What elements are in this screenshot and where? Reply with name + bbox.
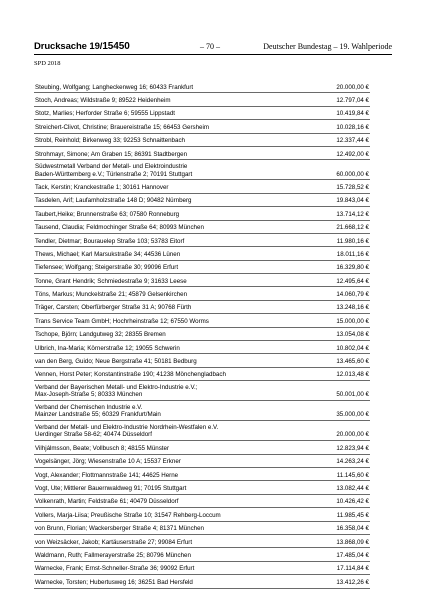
table-row [34,221,370,234]
donor-name: Vogt, Alexander; Flottmannstraße 141; 44625 Herne [35,471,179,479]
donation-amount: 21.668,12 € [336,224,369,232]
donation-amount: 14.060,79 € [336,291,369,299]
donation-amount: 12.013,48 € [336,371,369,379]
page-header [34,41,392,53]
table-row [34,548,370,561]
table-row [34,508,370,521]
donation-amount: 12.492,00 € [336,150,369,158]
donation-amount: 20.000,00 € [336,83,369,91]
donation-amount: 13.868,09 € [336,538,369,546]
donor-name: Volkenrath, Martin; Feldstraße 61; 40479 Düsseldorf [35,498,179,506]
donor-name: Vogelsänger, Jörg; Wiesenstraße 10 A; 15537 Erkner [35,458,181,466]
table-row [34,535,370,548]
donor-name: Töns, Markus; Munckelstraße 21; 45879 Gelsenkirchen [35,291,188,299]
table-row [34,401,370,421]
donor-name: Streichert-Clivot, Christine; Brauereistraße 15; 66453 Gersheim [35,123,210,131]
table-row [34,314,370,327]
table-row [34,107,370,120]
page-number: – 70 – [200,42,220,51]
donation-amount: 13.082,44 € [336,484,369,492]
donor-name: von Weizsäcker, Jakob; Kartäuserstraße 27; 99084 Erfurt [35,538,193,546]
donor-name: Taubert,Heike; Brunnenstraße 63; 07580 Ronneburg [35,210,180,218]
donor-name: Südwestmetall Verband der Metall- und Elektroindustrie Baden-Württemberg e.V.; Türlenstraße 2; 70191 Stuttgart [35,163,193,178]
table-row [34,354,370,367]
donation-amount: 14.263,24 € [336,458,369,466]
table-row [34,562,370,575]
donation-amount: 11.985,45 € [336,511,369,519]
table-row [34,301,370,314]
doc-number: 15450 [102,41,130,52]
donor-name: Steubing, Wolfgang; Langheckenweg 16; 60433 Frankfurt [35,83,194,91]
table-row [34,575,370,588]
table-row [34,120,370,133]
donor-name: Ulbrich, Ina-Maria; Körnerstraße 12; 19055 Schwerin [35,344,180,352]
donor-name: Stoch, Andreas; Wildstraße 9; 89522 Heidenheim [35,96,171,104]
donor-name: Vollers, Marja-Liisa; Preußische Straße 10; 31547 Rehberg-Loccum [35,511,221,519]
donation-amount: 12.337,44 € [336,137,369,145]
table-row [34,147,370,160]
donation-amount: 35.000,00 € [336,411,369,419]
table-row [34,441,370,454]
donor-name: Tausend, Claudia; Feldmochinger Straße 64; 80993 München [35,224,204,232]
donation-amount: 17.485,04 € [336,551,369,559]
donor-name: Vennen, Horst Peter; Konstantinstraße 190; 41238 Mönchengladbach [35,371,226,379]
donation-amount: 13.465,60 € [336,358,369,366]
doc-number-prefix: 19/ [89,41,103,52]
donor-name: Stotz, Marlies; Herforder Straße 6; 59555 Lippstadt [35,110,175,118]
donation-amount: 10.419,84 € [336,110,369,118]
table-row [34,274,370,287]
table-row [34,80,370,93]
table-row [34,368,370,381]
donor-name: Thews, Michael; Karl Marsukstraße 34; 44536 Lünen [35,250,181,258]
donor-name: von Brunn, Florian; Wackersberger Straße 4; 81371 München [35,525,204,533]
donation-amount: 15.000,00 € [336,317,369,325]
donation-amount: 10.028,16 € [336,123,369,131]
donation-amount: 10.802,04 € [336,344,369,352]
table-row [34,455,370,468]
donation-amount: 13.054,08 € [336,331,369,339]
donor-name: Strohmayr, Simone; Am Graben 15; 86391 Stadtbergen [35,150,188,158]
section-label: SPD 2018 [34,60,61,67]
parliament-label: Deutscher Bundestag – 19. Wahlperiode [263,42,392,51]
table-row [34,328,370,341]
table-row [34,234,370,247]
donation-amount: 50.001,00 € [336,391,369,399]
donation-amount: 17.114,84 € [336,565,369,573]
donation-amount: 13.714,12 € [336,210,369,218]
donation-amount: 16.358,04 € [336,525,369,533]
donation-amount: 16.329,80 € [336,264,369,272]
donor-name: Waldmann, Ruth; Fallmerayerstraße 25; 80796 München [35,551,191,559]
table-row [34,134,370,147]
donation-amount: 12.823,94 € [336,444,369,452]
donation-amount: 15.728,52 € [336,183,369,191]
table-row [34,180,370,193]
table-row [34,381,370,401]
donation-amount: 10.426,42 € [336,498,369,506]
donor-name: van den Berg, Guido; Neue Bergstraße 41; 50181 Bedburg [35,358,197,366]
table-row [34,261,370,274]
donor-name: Verband der Chemischen Industrie e.V. Mainzer Landstraße 55; 60329 Frankfurt/Main [35,404,161,419]
table-row [34,287,370,300]
donor-name: Warnecke, Frank; Ernst-Schneller-Straße 36; 99092 Erfurt [35,565,195,573]
donor-name: Verband der Metall- und Elektro-Industrie Nordrhein-Westfalen e.V. Uerdinger Straße 58-62; 40474 Düsseldorf [35,424,219,439]
donation-amount: 19.843,04 € [336,197,369,205]
donor-name: Tiefensee; Wolfgang; Steigerstraße 30; 99096 Erfurt [35,264,179,272]
donation-amount: 12.797,04 € [336,96,369,104]
table-row [34,341,370,354]
table-row [34,421,370,441]
table-row [34,495,370,508]
donation-amount: 12.495,64 € [336,277,369,285]
donor-name: Strobl, Reinhold; Birkenweg 33; 92253 Schnaittenbach [35,137,185,145]
doc-label: Drucksache [34,41,87,52]
donor-name: Trans Service Team GmbH; Hochrheinstraße 12; 67550 Worms [35,317,209,325]
donor-table [34,80,370,589]
donor-name: Warnecke, Torsten; Hubertusweg 16; 36251 Bad Hersfeld [35,578,193,586]
table-row [34,160,370,180]
table-row [34,481,370,494]
header-rule [34,54,392,55]
document-number [34,41,130,52]
table-row [34,522,370,535]
donor-name: Tendler, Dietmar; Bourauelер Straße 103; 53783 Eitorf [35,237,185,245]
donor-name: Tasdelen, Arif; Laufamholzstraße 148 D; 90482 Nürnberg [35,197,192,205]
table-row [34,247,370,260]
donation-amount: 11.145,60 € [336,471,369,479]
donor-name: Träger, Carsten; Oberfürberger Straße 31 A; 90768 Fürth [35,304,192,312]
donor-name: Tonne, Grant Hendrik; Schmiedestraße 9; 31633 Leese [35,277,187,285]
donor-name: Tschope, Björn; Landgutweg 32; 28355 Bremen [35,331,166,339]
donation-amount: 13.248,16 € [336,304,369,312]
donor-name: Verband der Bayerischen Metall- und Elektro-Industrie e.V.; Max-Joseph-Straße 5; 80333 München [35,384,198,399]
donation-amount: 18.011,16 € [336,250,369,258]
table-row [34,468,370,481]
donation-amount: 60.000,00 € [336,170,369,178]
donor-name: Tack, Kerstin; Kranckestraße 1; 30161 Hannover [35,183,169,191]
donation-amount: 20.000,00 € [336,431,369,439]
table-row [34,194,370,207]
donor-name: Vogt, Ute; Mittlerer Bauernwaldweg 91; 70195 Stuttgart [35,484,187,492]
table-row [34,207,370,220]
donation-amount: 11.980,16 € [336,237,369,245]
table-row [34,93,370,106]
donor-name: Vilhjálmsson, Beate; Vollbusch 8; 48155 Münster [35,444,170,452]
donation-amount: 13.412,26 € [336,578,369,586]
